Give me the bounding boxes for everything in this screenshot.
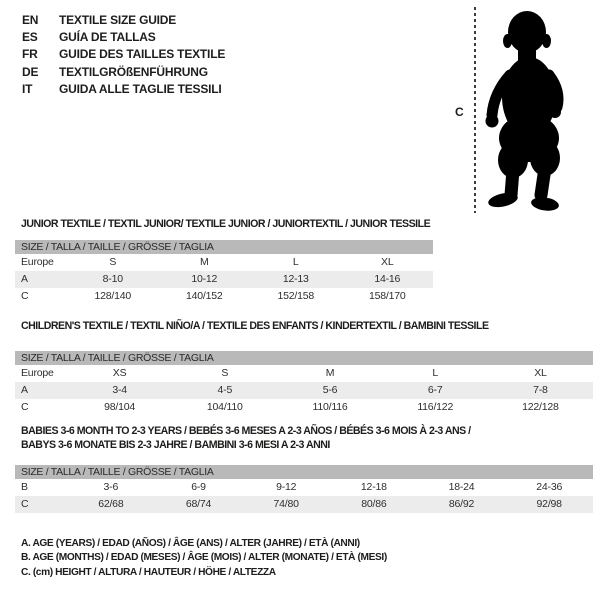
age-cell: 6-7: [427, 384, 443, 396]
size-cell: L: [292, 256, 299, 268]
size-cell: S: [109, 256, 117, 268]
language-label: TEXTILGRÖßENFÜHRUNG: [59, 64, 208, 79]
height-cell: 86/92: [448, 498, 475, 510]
size-header-bar: SIZE / TALLA / TAILLE / GRÖSSE / TAGLIA: [15, 351, 593, 365]
language-code: FR: [22, 47, 38, 62]
height-measure-dashed-line: [474, 7, 476, 213]
size-header-bar: SIZE / TALLA / TAILLE / GRÖSSE / TAGLIA: [15, 465, 593, 479]
age-cell: 12-13: [282, 273, 309, 285]
language-label: GUÍA DE TALLAS: [59, 30, 156, 45]
height-cell: 152/158: [277, 290, 315, 302]
size-cell: XS: [112, 367, 127, 379]
height-cell: 68/74: [185, 498, 212, 510]
language-label: GUIDE DES TAILLES TEXTILE: [59, 47, 226, 62]
age-cell: 3-4: [112, 384, 127, 396]
language-row-en: [22, 11, 225, 28]
height-cell: 80/86: [361, 498, 387, 510]
age-cell: 18-24: [448, 481, 475, 493]
row-label: Europe: [21, 367, 54, 379]
table-row-europe: [15, 254, 433, 271]
size-cell: XL: [534, 367, 547, 379]
language-code: ES: [22, 30, 38, 45]
height-cell: 98/104: [104, 401, 136, 413]
table-row-age: [15, 271, 433, 288]
baby-silhouette-icon: [481, 5, 577, 213]
row-label: A: [21, 384, 28, 396]
language-row-es: [22, 28, 225, 45]
children-size-table: [15, 351, 593, 416]
table-row-europe: [15, 365, 593, 382]
size-cell: M: [199, 256, 209, 268]
size-cell: XL: [381, 256, 394, 268]
age-cell: 6-9: [191, 481, 206, 493]
age-cell: 8-10: [102, 273, 123, 285]
height-cell: 116/122: [417, 401, 454, 413]
age-cell: 7-8: [533, 384, 548, 396]
height-cell: 74/80: [273, 498, 299, 510]
language-label: TEXTILE SIZE GUIDE: [59, 12, 177, 27]
row-label: C: [21, 401, 29, 413]
footnote-age-years: A. AGE (YEARS) / EDAD (AÑOS) / ÂGE (ANS) / ALTER (JAHRE) / ETÀ (ANNI): [21, 538, 360, 549]
language-code: IT: [22, 82, 33, 97]
row-label: C: [21, 498, 29, 510]
age-cell: 4-5: [217, 384, 233, 396]
children-section-title: CHILDREN'S TEXTILE / TEXTIL NIÑO/A / TEXTILE DES ENFANTS / KINDERTEXTIL / BAMBINI TESSILE: [21, 320, 489, 332]
legend-footnotes: [21, 537, 387, 580]
size-cell: L: [432, 367, 439, 379]
language-title-list: [22, 11, 225, 98]
age-cell: 14-16: [374, 273, 401, 285]
language-row-de: [22, 63, 225, 80]
footnote-age-months: B. AGE (MONTHS) / EDAD (MESES) / ÂGE (MOIS) / ALTER (MONATE) / ETÀ (MESI): [21, 552, 387, 564]
age-cell: 3-6: [103, 481, 119, 493]
height-measure-label: C: [455, 105, 464, 119]
footnote-height: C. (cm) HEIGHT / ALTURA / HAUTEUR / HÖHE / ALTEZZA: [21, 566, 276, 578]
height-cell: 110/116: [312, 401, 348, 413]
table-row-age: [15, 382, 593, 399]
age-cell: 9-12: [276, 481, 297, 493]
size-header-bar: SIZE / TALLA / TAILLE / GRÖSSE / TAGLIA: [15, 240, 433, 254]
babies-size-table: [15, 465, 593, 513]
size-cell: S: [221, 367, 229, 379]
age-cell: 5-6: [322, 384, 338, 396]
height-cell: 140/152: [185, 290, 223, 302]
language-row-it: [22, 81, 225, 98]
junior-size-table: [15, 240, 433, 305]
height-cell: 104/110: [206, 401, 243, 413]
row-label: Europe: [21, 256, 54, 268]
height-cell: 158/170: [368, 290, 406, 302]
size-cell: M: [325, 367, 335, 379]
language-label: GUIDA ALLE TAGLIE TESSILI: [59, 82, 222, 97]
language-code: DE: [22, 64, 39, 79]
babies-title-line-2: BABYS 3-6 MONATE BIS 2-3 JAHRE / BAMBINI 3-6 MESI A 2-3 ANNI: [21, 439, 330, 451]
height-cell: 92/98: [536, 498, 562, 510]
height-cell: 62/68: [98, 498, 124, 510]
language-code: EN: [22, 12, 39, 27]
row-label: B: [21, 481, 28, 493]
junior-section-title: JUNIOR TEXTILE / TEXTIL JUNIOR/ TEXTILE JUNIOR / JUNIORTEXTIL / JUNIOR TESSILE: [21, 218, 431, 230]
age-cell: 24-36: [536, 481, 563, 493]
row-label: A: [21, 273, 28, 285]
row-label: C: [21, 290, 29, 302]
babies-title-line-1: BABIES 3-6 MONTH TO 2-3 YEARS / BEBÉS 3-6 MESES A 2-3 AÑOS / BÉBÉS 3-6 MOIS À 2-3 ANS /: [21, 425, 471, 437]
table-row-height: [15, 399, 593, 416]
age-cell: 10-12: [191, 273, 218, 285]
table-row-height: [15, 288, 433, 305]
height-cell: 128/140: [94, 290, 132, 302]
language-row-fr: [22, 46, 225, 63]
table-row-age-months: [15, 479, 593, 496]
babies-section-title: [21, 424, 471, 452]
height-cell: 122/128: [522, 401, 559, 413]
table-row-height: [15, 496, 593, 513]
age-cell: 12-18: [360, 481, 387, 493]
